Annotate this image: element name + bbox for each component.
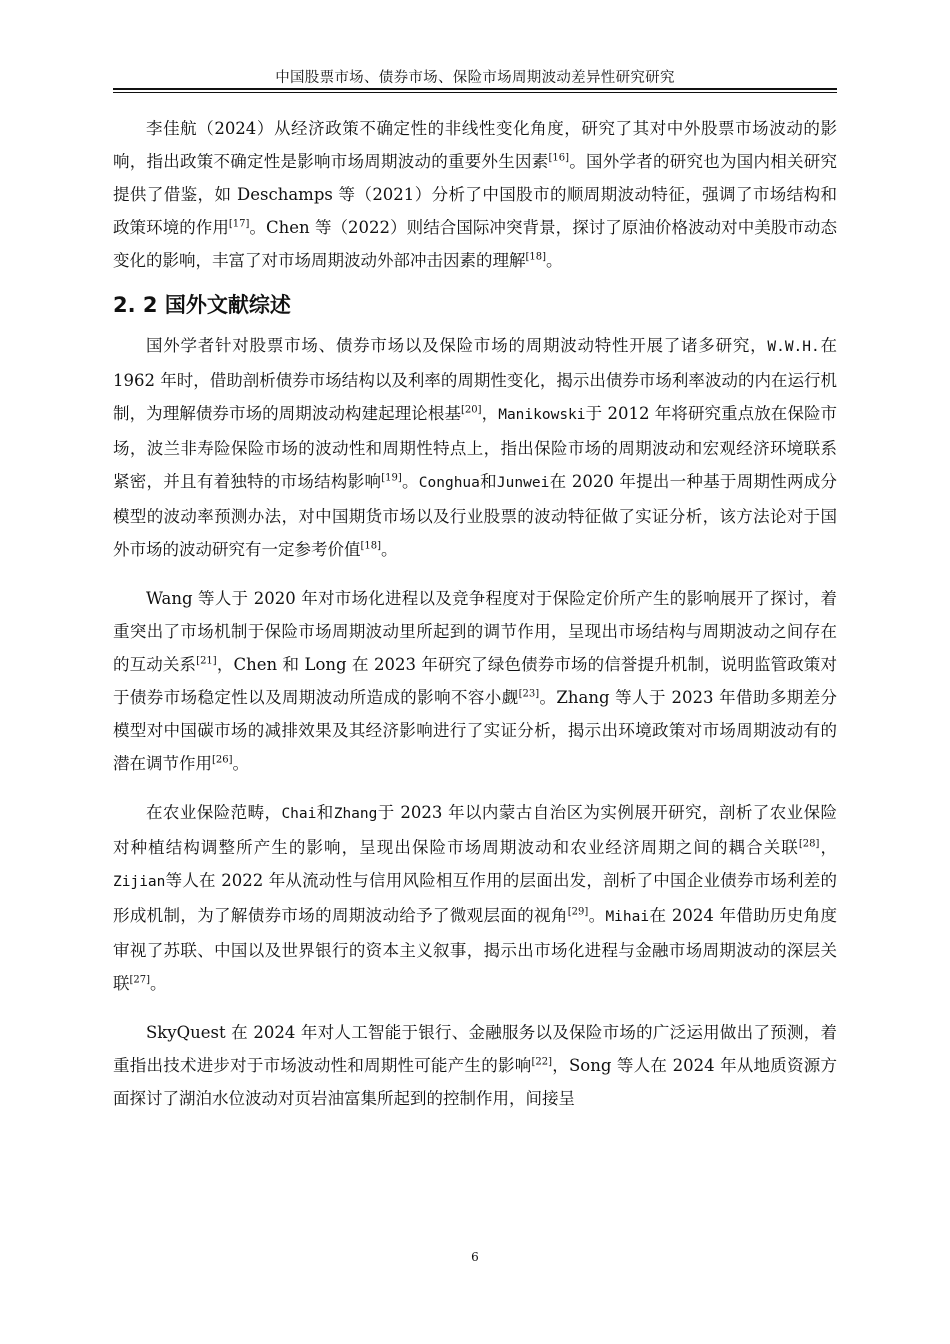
citation: [27] xyxy=(129,974,151,986)
citation: [28] xyxy=(798,838,820,850)
section-heading: 2. 2 国外文献综述 xyxy=(113,293,291,317)
citation: [19] xyxy=(381,472,402,484)
paragraph-5: SkyQuest 在 2024 年对人工智能于银行、金融服务以及保险市场的广泛运用做出了预测，着重指出技术进步对于市场波动性和周期性可能产生的影响[22]，Song 等人在 2024 年从地质资源方面探讨了湖泊水位波动对页岩油富集所起到的控制作用，间接呈 xyxy=(113,1023,838,1108)
citation: [21] xyxy=(196,655,217,667)
header-rule-thick xyxy=(113,88,837,90)
citation: [17] xyxy=(228,218,250,230)
page-body xyxy=(113,112,837,1115)
citation: [16] xyxy=(548,152,570,164)
running-header: 中国股票市场、债券市场、保险市场周期波动差异性研究研究 xyxy=(275,70,675,86)
citation: [22] xyxy=(531,1056,553,1068)
paragraph-3: Wang 等人于 2020 年对市场化进程以及竞争程度对于保险定价所产生的影响展开了探讨，着重突出了市场机制于保险市场周期波动里所起到的调节作用，呈现出市场结构与周期波动之间存在的互动关系[21]，Chen 和 Long 在 2023 年研究了绿色债券市场的信誉提升机制，说明监管政策对于债券市场稳定性以及周期波动所造成的影响不容小觑[23]。Zhang 等人于 2023 年借助多期差分模型对中国碳市场的减排效果及其经济影响进行了实证分析，揭示出环境政策对市场周期波动有的潜在调节作用[26]。 xyxy=(113,589,838,773)
citation: [23] xyxy=(518,688,540,700)
paragraph-2: 国外学者针对股票市场、债券市场以及保险市场的周期波动特性开展了诸多研究，W.W.H.在 1962 年时，借助剖析债券市场结构以及利率的周期性变化，揭示出债券市场利率波动的内在运行机制，为理解债券市场的周期波动构建起理论根基[20]，Manikowski于 2012 年将研究重点放在保险市场，波兰非寿险保险市场的波动性和周期性特点上，指出保险市场的周期波动和宏观经济环境联系紧密，并且有着独特的市场结构影响[19]。Conghua和Junwei在 2020 年提出一种基于周期性两成分模型的波动率预测办法，对中国期货市场以及行业股票的波动特征做了实证分析，该方法论对于国外市场的波动研究有一定参考价值[18]。 xyxy=(113,336,838,559)
citation: [29] xyxy=(567,906,589,918)
citation: [26] xyxy=(212,754,233,766)
header-rule-thin xyxy=(113,92,837,93)
page-number: 6 xyxy=(471,1250,479,1264)
paragraph-1: 李佳航（2024）从经济政策不确定性的非线性变化角度，研究了其对中外股票市场波动的影响，指出政策不确定性是影响市场周期波动的重要外生因素[16]。国外学者的研究也为国内相关研究提供了借鉴，如 Deschamps 等（2021）分析了中国股市的顺周期波动特征，强调了市场结构和政策环境的作用[17]。Chen 等（2022）则结合国际冲突背景，探讨了原油价格波动对中美股市动态变化的影响，丰富了对市场周期波动外部冲击因素的理解[18]。 xyxy=(113,119,838,270)
paragraph-4: 在农业保险范畴，Chai和Zhang于 2023 年以内蒙古自治区为实例展开研究，剖析了农业保险对种植结构调整所产生的影响，呈现出保险市场周期波动和农业经济周期之间的耦合关联[28]，Zijian等人在 2022 年从流动性与信用风险相互作用的层面出发，剖析了中国企业债券市场利差的形成机制，为了解债券市场的周期波动给予了微观层面的视角[29]。Mihai在 2024 年借助历史角度审视了苏联、中国以及世界银行的资本主义叙事，揭示出市场化进程与金融市场周期波动的深层关联[27]。 xyxy=(113,803,838,993)
citation: [18] xyxy=(525,251,547,263)
citation: [20] xyxy=(461,404,482,416)
citation: [18] xyxy=(360,540,382,552)
